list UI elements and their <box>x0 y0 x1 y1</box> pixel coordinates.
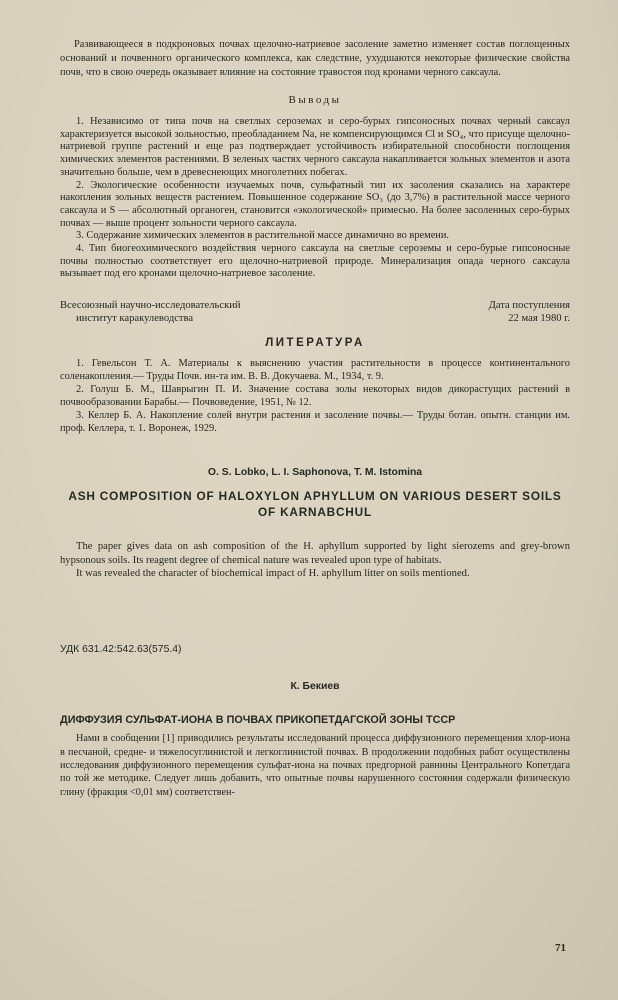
institution-line: институт каракулеводства <box>76 313 194 325</box>
english-title-line: ASH COMPOSITION OF HALOXYLON APHYLLUM ON VARIOUS DESERT SOILS <box>68 489 562 504</box>
english-title-line: OF KARNABCHUL <box>258 505 372 520</box>
conclusion-item: 3. Содержание химических элементов в растительной массе динамично во времени. <box>76 230 450 242</box>
intro-paragraph: Развивающееся в подкроновых почвах щелочно-натриевое засоление заметно изменяет состав поглощенных оснований и почвенного органического комплекса, как следствие, ухудшаются некоторые физические свойства почв, что в свою очередь оказывает влияние на состояние травостоя под кронами черного саксаула. <box>60 39 570 78</box>
conclusion-item: 2. Экологические особенности изучаемых почв, сульфатный тип их засоления сказались на характере накопления зольных веществ растением. Повышенное содержание SO₃ (до 3,7%) в растительной массе черного саксаула и S — абсолютный органоген, становится «экологической» примесью. На более засоленных серо-бурых почвах — выше процент зольности черного саксаула. <box>60 179 570 229</box>
abstract-paragraph: The paper gives data on ash composition of the H. aphyllum supported by light sierozems and grey-brown hypsonous soils. Its reagent degree of chemical nature was revealed upon type of habitats. <box>60 541 570 566</box>
conclusions-heading: Выводы <box>288 94 342 106</box>
received-date: 22 мая 1980 г. <box>508 313 570 325</box>
article-author: К. Бекиев <box>290 681 340 693</box>
conclusion-item: 1. Независимо от типа почв на светлых сероземах и серо-бурых гипсоносных почвах черный саксаул характеризуется высокой зольностью, преобладанием Na, не компенсирующимся Cl и SO₄, что присуще щелочно-натриевой группе растений и еще раз подтверждает устойчивость избирательной способности поглощения химических элементов растениями. В зеленых частях черного саксаула накапливается зольных элементов и азота значительно больше, чем в древеснеющих многолетних побегах. <box>60 116 570 178</box>
affiliation-row <box>60 299 570 325</box>
abstract-paragraph: It was revealed the character of biochemical impact of H. aphyllum litter on soils mentioned. <box>76 567 470 579</box>
received-label: Дата поступления <box>488 300 570 312</box>
reference-item: 2. Голуш Б. М., Шаврыгин П. И. Значение состава золы некоторых видов дикорастущих растений в почвообразовании Барабы.— Почвоведение, 1951, № 12. <box>60 384 570 409</box>
conclusions-list <box>60 116 570 281</box>
page-number: 71 <box>555 942 566 954</box>
conclusion-item: 4. Тип биогеохимического воздействия черного саксаула на светлые сероземы и серо-бурые гипсоносные почвы полностью соответствует его щелочно-натриевой природе. Минерализация опада черного саксаула вызывает под его кронами щелочно-натриевое засоление. <box>60 243 570 280</box>
udc-code: УДК 631.42:542.63(575.4) <box>60 644 182 656</box>
english-abstract <box>60 540 570 580</box>
literature-heading: ЛИТЕРАТУРА <box>265 337 365 350</box>
article-paragraph: Нами в сообщении [1] приводились результаты исследований процесса диффузионного перемещения хлор-иона в песчаной, средне- и тяжелосуглинистой и легкоглинистой почвах. В продолжении подобных работ осуществлены исследования диффузионного перемещения сульфат-иона на почвах предгорной равнины Центрального Копетдага по той же методике. Следует лишь добавить, что опытные почвы нарушенного состояния содержали физическую глину (фракция <0,01 мм) соответствен- <box>60 733 570 798</box>
english-authors: O. S. Lobko, L. I. Saphonova, T. M. Istomina <box>207 467 423 479</box>
institution <box>60 299 241 325</box>
reference-item: 1. Гевельсон Т. А. Материалы к выяснению участия растительности в процессе континентального соленакопления.— Труды Почв. ин-та им. В. В. Докучаева. М., 1934, т. 9. <box>60 358 570 383</box>
received-date-block <box>489 299 570 325</box>
literature-list <box>60 357 570 435</box>
institution-line: Всесоюзный научно-исследовательский <box>60 300 241 312</box>
reference-item: 3. Келлер Б. А. Накопление солей внутри растения и засоление почвы.— Труды ботан. опытн. станции им. проф. Келлера, т. 1. Воронеж, 1929. <box>60 410 570 435</box>
english-title <box>60 488 570 520</box>
article-title: ДИФФУЗИЯ СУЛЬФАТ-ИОНА В ПОЧВАХ ПРИКОПЕТДАГСКОЙ ЗОНЫ ТССР <box>60 714 456 727</box>
